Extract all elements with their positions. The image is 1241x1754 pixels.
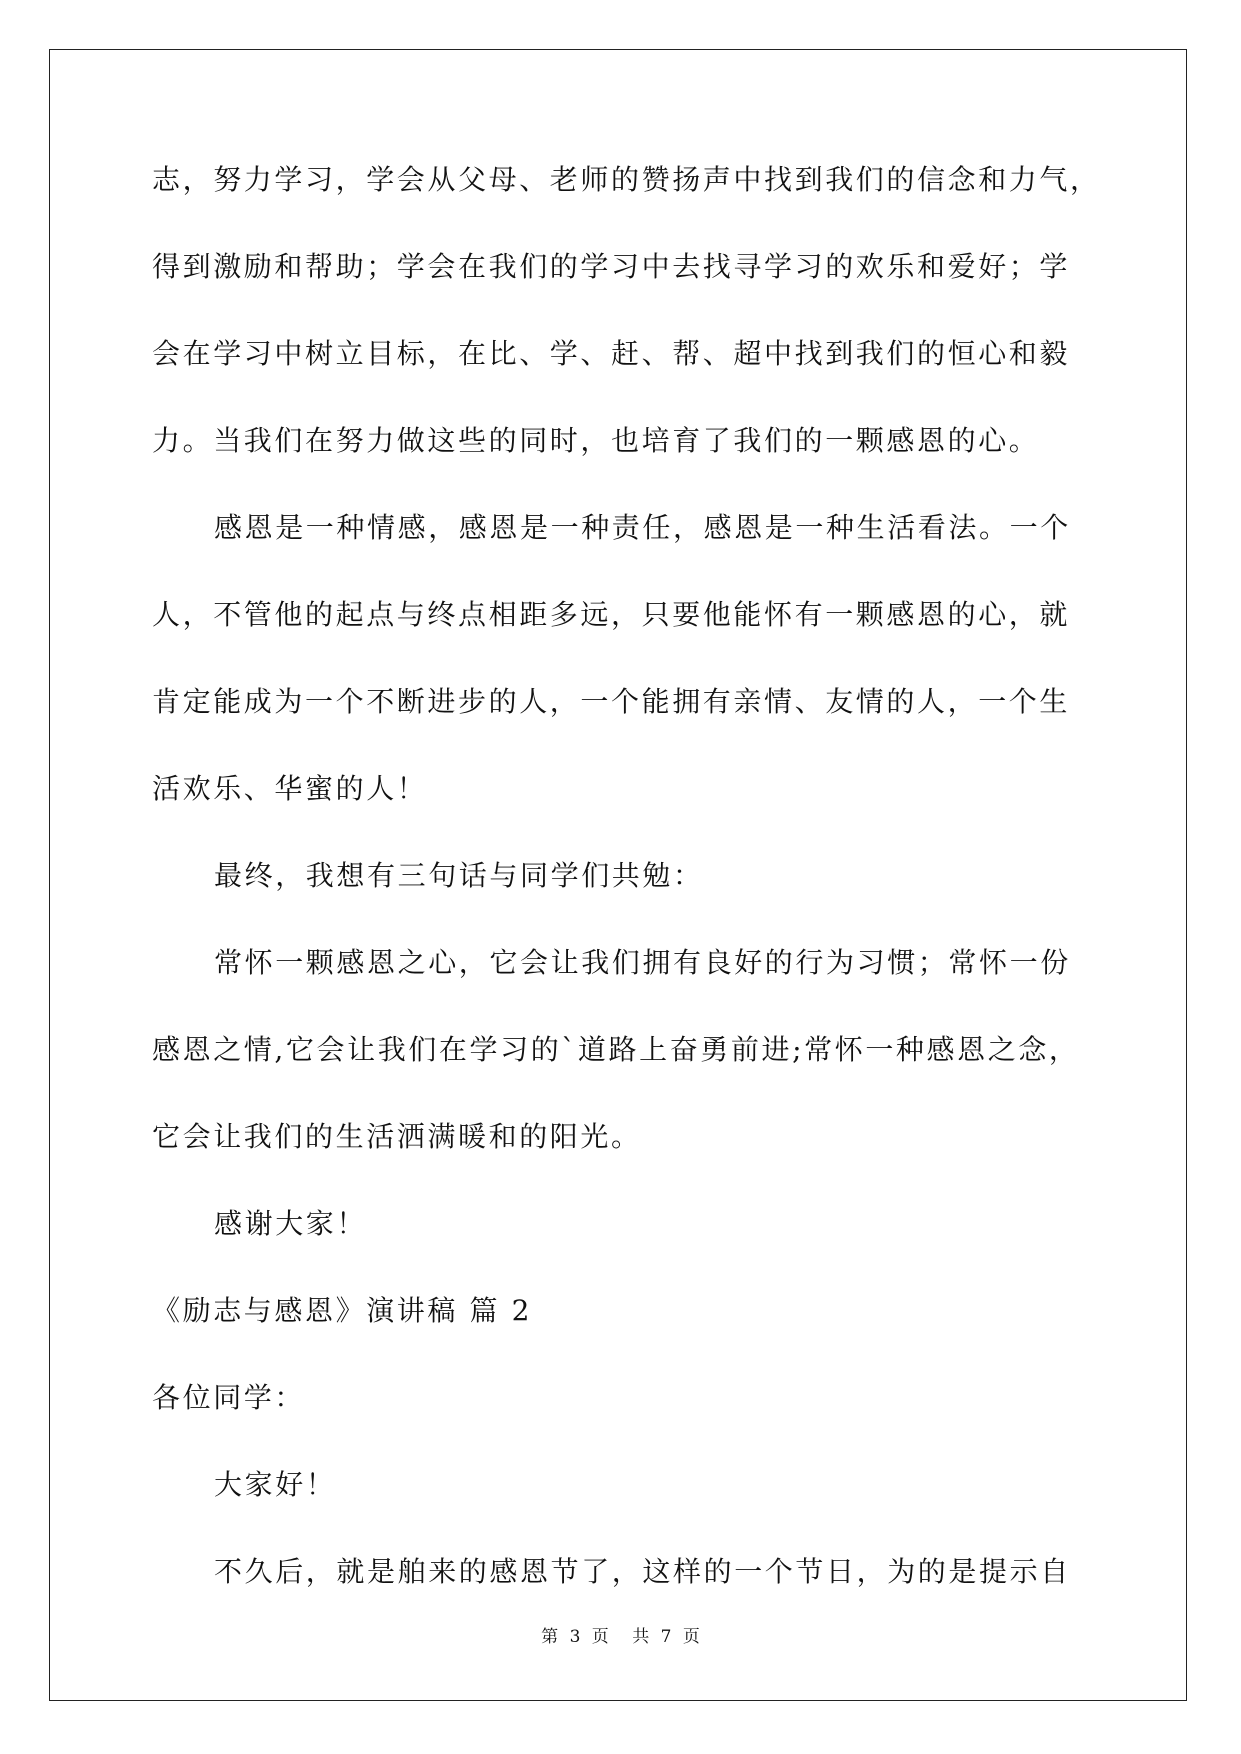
paragraph-line: 最终，我想有三句话与同学们共勉： — [214, 859, 704, 892]
salutation: 各位同学： — [152, 1381, 306, 1414]
paragraph-line: 不久后，就是舶来的感恩节了，这样的一个节日，为的是提示自 — [214, 1555, 1071, 1588]
paragraph-line: 感恩是一种情感，感恩是一种责任，感恩是一种生活看法。一个 — [214, 511, 1071, 544]
paragraph-line: 活欢乐、华蜜的人！ — [152, 772, 428, 805]
section-heading: 《励志与感恩》演讲稿 篇 2 — [152, 1294, 533, 1327]
paragraph-line: 它会让我们的生活洒满暖和的阳光。 — [152, 1120, 642, 1153]
page-total: 共 7 页 — [632, 1627, 700, 1647]
paragraph-line: 感恩之情,它会让我们在学习的`道路上奋勇前进;常怀一种感恩之念， — [152, 1033, 1080, 1066]
page-number: 第 3 页 — [541, 1627, 609, 1647]
page-footer — [0, 1625, 1241, 1649]
paragraph-line: 感谢大家！ — [214, 1207, 368, 1240]
paragraph-line: 人，不管他的起点与终点相距多远，只要他能怀有一颗感恩的心，就 — [152, 598, 1071, 631]
paragraph-line: 常怀一颗感恩之心，它会让我们拥有良好的行为习惯；常怀一份 — [214, 946, 1071, 979]
greeting: 大家好！ — [214, 1468, 337, 1501]
paragraph-line: 力。当我们在努力做这些的同时，也培育了我们的一颗感恩的心。 — [152, 424, 1040, 457]
paragraph-line: 志，努力学习，学会从父母、老师的赞扬声中找到我们的信念和力气， — [152, 163, 1101, 196]
paragraph-line: 会在学习中树立目标，在比、学、赶、帮、超中找到我们的恒心和毅 — [152, 337, 1071, 370]
paragraph-line: 得到激励和帮助；学会在我们的学习中去找寻学习的欢乐和爱好；学 — [152, 250, 1071, 283]
paragraph-line: 肯定能成为一个不断进步的人，一个能拥有亲情、友情的人，一个生 — [152, 685, 1071, 718]
